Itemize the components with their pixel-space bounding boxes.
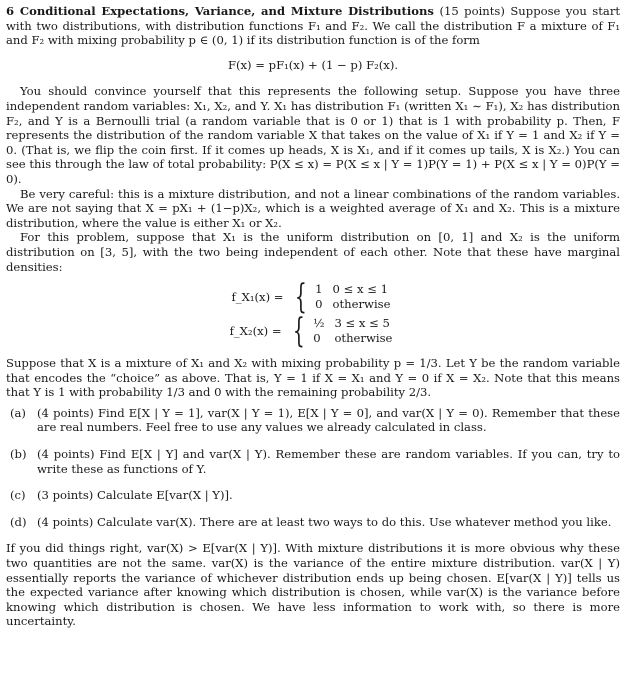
part-label: (a) [10,405,26,420]
density-x1-condition: otherwise [332,297,391,312]
density-x2-cases [313,316,396,346]
mixture-paragraph: Suppose that X is a mixture of X₁ and X₂ with mixing probability p = 1/3. Let Y be the random variable that encodes the “choice” as above. That is, Y = 1 if X = X₁ and Y = 0 if X = X₂. Note that this means that Y is 1 with probability 1/3 and 0 with the remaining probability 2/3. [6,356,620,400]
brace-icon: { [292,311,305,352]
part-text: (3 points) Calculate E[var(X | Y)]. [37,488,233,503]
marginal-densities [6,277,620,352]
problem-intro [6,4,620,48]
part-label: (c) [10,488,26,503]
density-x2 [6,311,620,352]
part-text: (4 points) Calculate var(X). There are at least two ways to do this. Use whatever method you like. [37,514,612,529]
part-c [6,488,620,503]
density-x2-label: f_X₂(x) = [229,323,282,338]
density-x1 [6,277,620,318]
setup-paragraph: You should convince yourself that this represents the following setup. Suppose you have three independent random variables: X₁, X₂, and Y. X₁ has distribution F₁ (written X₁ ∼ F₁), X₂ has distribution F₂, and Y is a Bernoulli trial (a random variable that is 0 or 1) that is 1 with probability p. Then, F represents the distribution of the random variable X that takes on the value of X₁ if Y = 1 and X₂ if Y = 0. (That is, we flip the coin first. If it comes up heads, X is X₁, and if it comes up tails, X is X₂.) You can see this through the law of total probability: P(X ≤ x) = P(X ≤ x | Y = 1)P(Y = 1) + P(X ≤ x | Y = 0)P(Y = 0). [6,84,620,186]
problem-points: (15 points) [439,4,505,18]
warning-paragraph: Be very careful: this is a mixture distribution, and not a linear combinations of the random variables. We are not saying that X = pX₁ + (1−p)X₂, which is a weighted average of X₁ and X₂. This is a mixture distribution, where the value is either X₁ or X₂. [6,186,620,230]
problem-heading: 6 Conditional Expectations, Variance, and Mixture Distributions [6,4,434,18]
brace-icon: { [294,277,307,318]
density-x1-label: f_X₁(x) = [231,289,284,304]
intro-text: Suppose you start with two distributions, with distribution functions F₁ and F₂. We call the distribution F a mixture of F₁ and F₂ with mixing probability p ∈ (0, 1) if its distribution function is of the form [6,4,621,48]
closing-paragraph: If you did things right, var(X) > E[var(X | Y)]. With mixture distributions it is more obvious why these two quantities are not the same. var(X) is the variance of the entire mixture distribution. var(X | Y) essentially reports the variance of whichever distribution ends up being chosen. E[var(X | Y)] tells us the expected variance after knowing which distribution is chosen, while var(X) is the variance before knowing which distribution is chosen. We have less information to work with, so there is more uncertainty. [6,541,620,629]
density-x1-cases [315,282,394,312]
part-text: (4 points) Find E[X | Y] and var(X | Y). Remember these are random variables. If you can, try to write these as functions of Y. [37,447,620,476]
density-x2-value: 0 [313,331,321,346]
density-x1-value: 1 [315,282,323,297]
density-x2-condition: otherwise [334,331,393,346]
part-d [6,515,620,530]
part-a [6,406,620,435]
problem-parts [6,406,620,530]
density-x1-condition: 0 ≤ x ≤ 1 [332,282,388,297]
part-label: (d) [10,514,27,529]
part-text: (4 points) Find E[X | Y = 1], var(X | Y = 1), E[X | Y = 0], and var(X | Y = 0). Remember that these are real numbers. Feel free to use any values we already calculated in class. [37,405,620,435]
part-b [6,447,620,476]
density-x2-condition: 3 ≤ x ≤ 5 [334,316,390,331]
mixture-equation: F(x) = pF₁(x) + (1 − p) F₂(x). [227,57,399,72]
densities-intro: For this problem, suppose that X₁ is the uniform distribution on [0, 1] and X₂ is the uniform distribution on [3, 5], with the two being independent of each other. Note that these have marginal densities: [6,230,620,274]
density-x1-value: 0 [315,297,323,312]
part-label: (b) [10,447,27,462]
density-x2-value: ½ [313,316,325,331]
